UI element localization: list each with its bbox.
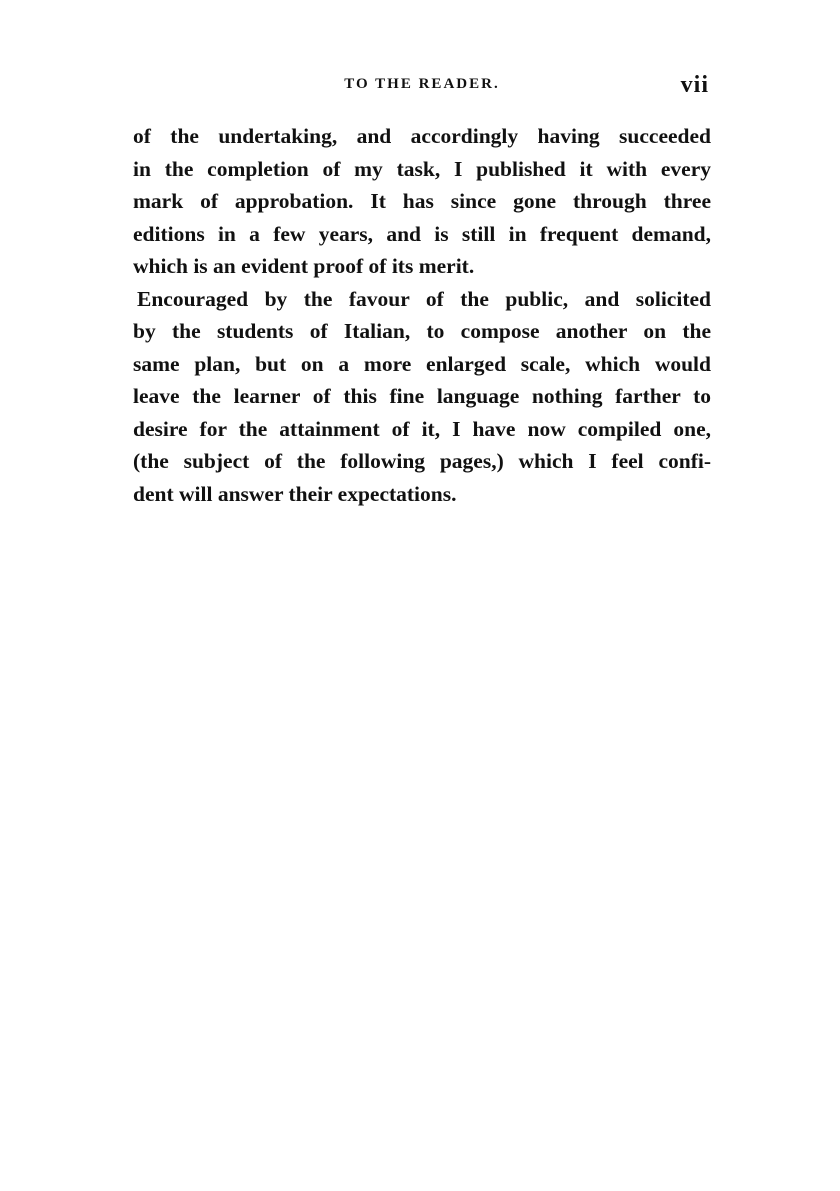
text-line: editions in a few years, and is still in frequent demand, [133,221,711,246]
running-title: TO THE READER. [344,76,500,92]
text-line: dent will answer their expectations. [133,481,457,506]
running-head [133,72,711,100]
body-text [133,120,711,510]
paragraph-2 [133,283,711,511]
text-line: same plan, but on a more enlarged scale, which would [133,351,711,376]
text-line: leave the learner of this fine language nothing farther to [133,384,711,408]
text-line: by the students of Italian, to compose another on the [133,319,711,343]
text-line: which is an evident proof of its merit. [133,254,475,278]
text-line: of the undertaking, and accordingly having succeeded [133,124,711,148]
page-number: vii [680,72,709,98]
text-line: mark of approbation. It has since gone through three [133,189,711,213]
text-line: in the completion of my task, I published it with every [133,156,711,181]
text-line: Encouraged by the favour of the public, and solicited [137,286,711,311]
paragraph-1 [133,120,711,283]
text-line: desire for the attainment of it, I have now compiled one, [133,416,711,441]
text-line: (the subject of the following pages,) which I feel confi- [133,449,711,473]
